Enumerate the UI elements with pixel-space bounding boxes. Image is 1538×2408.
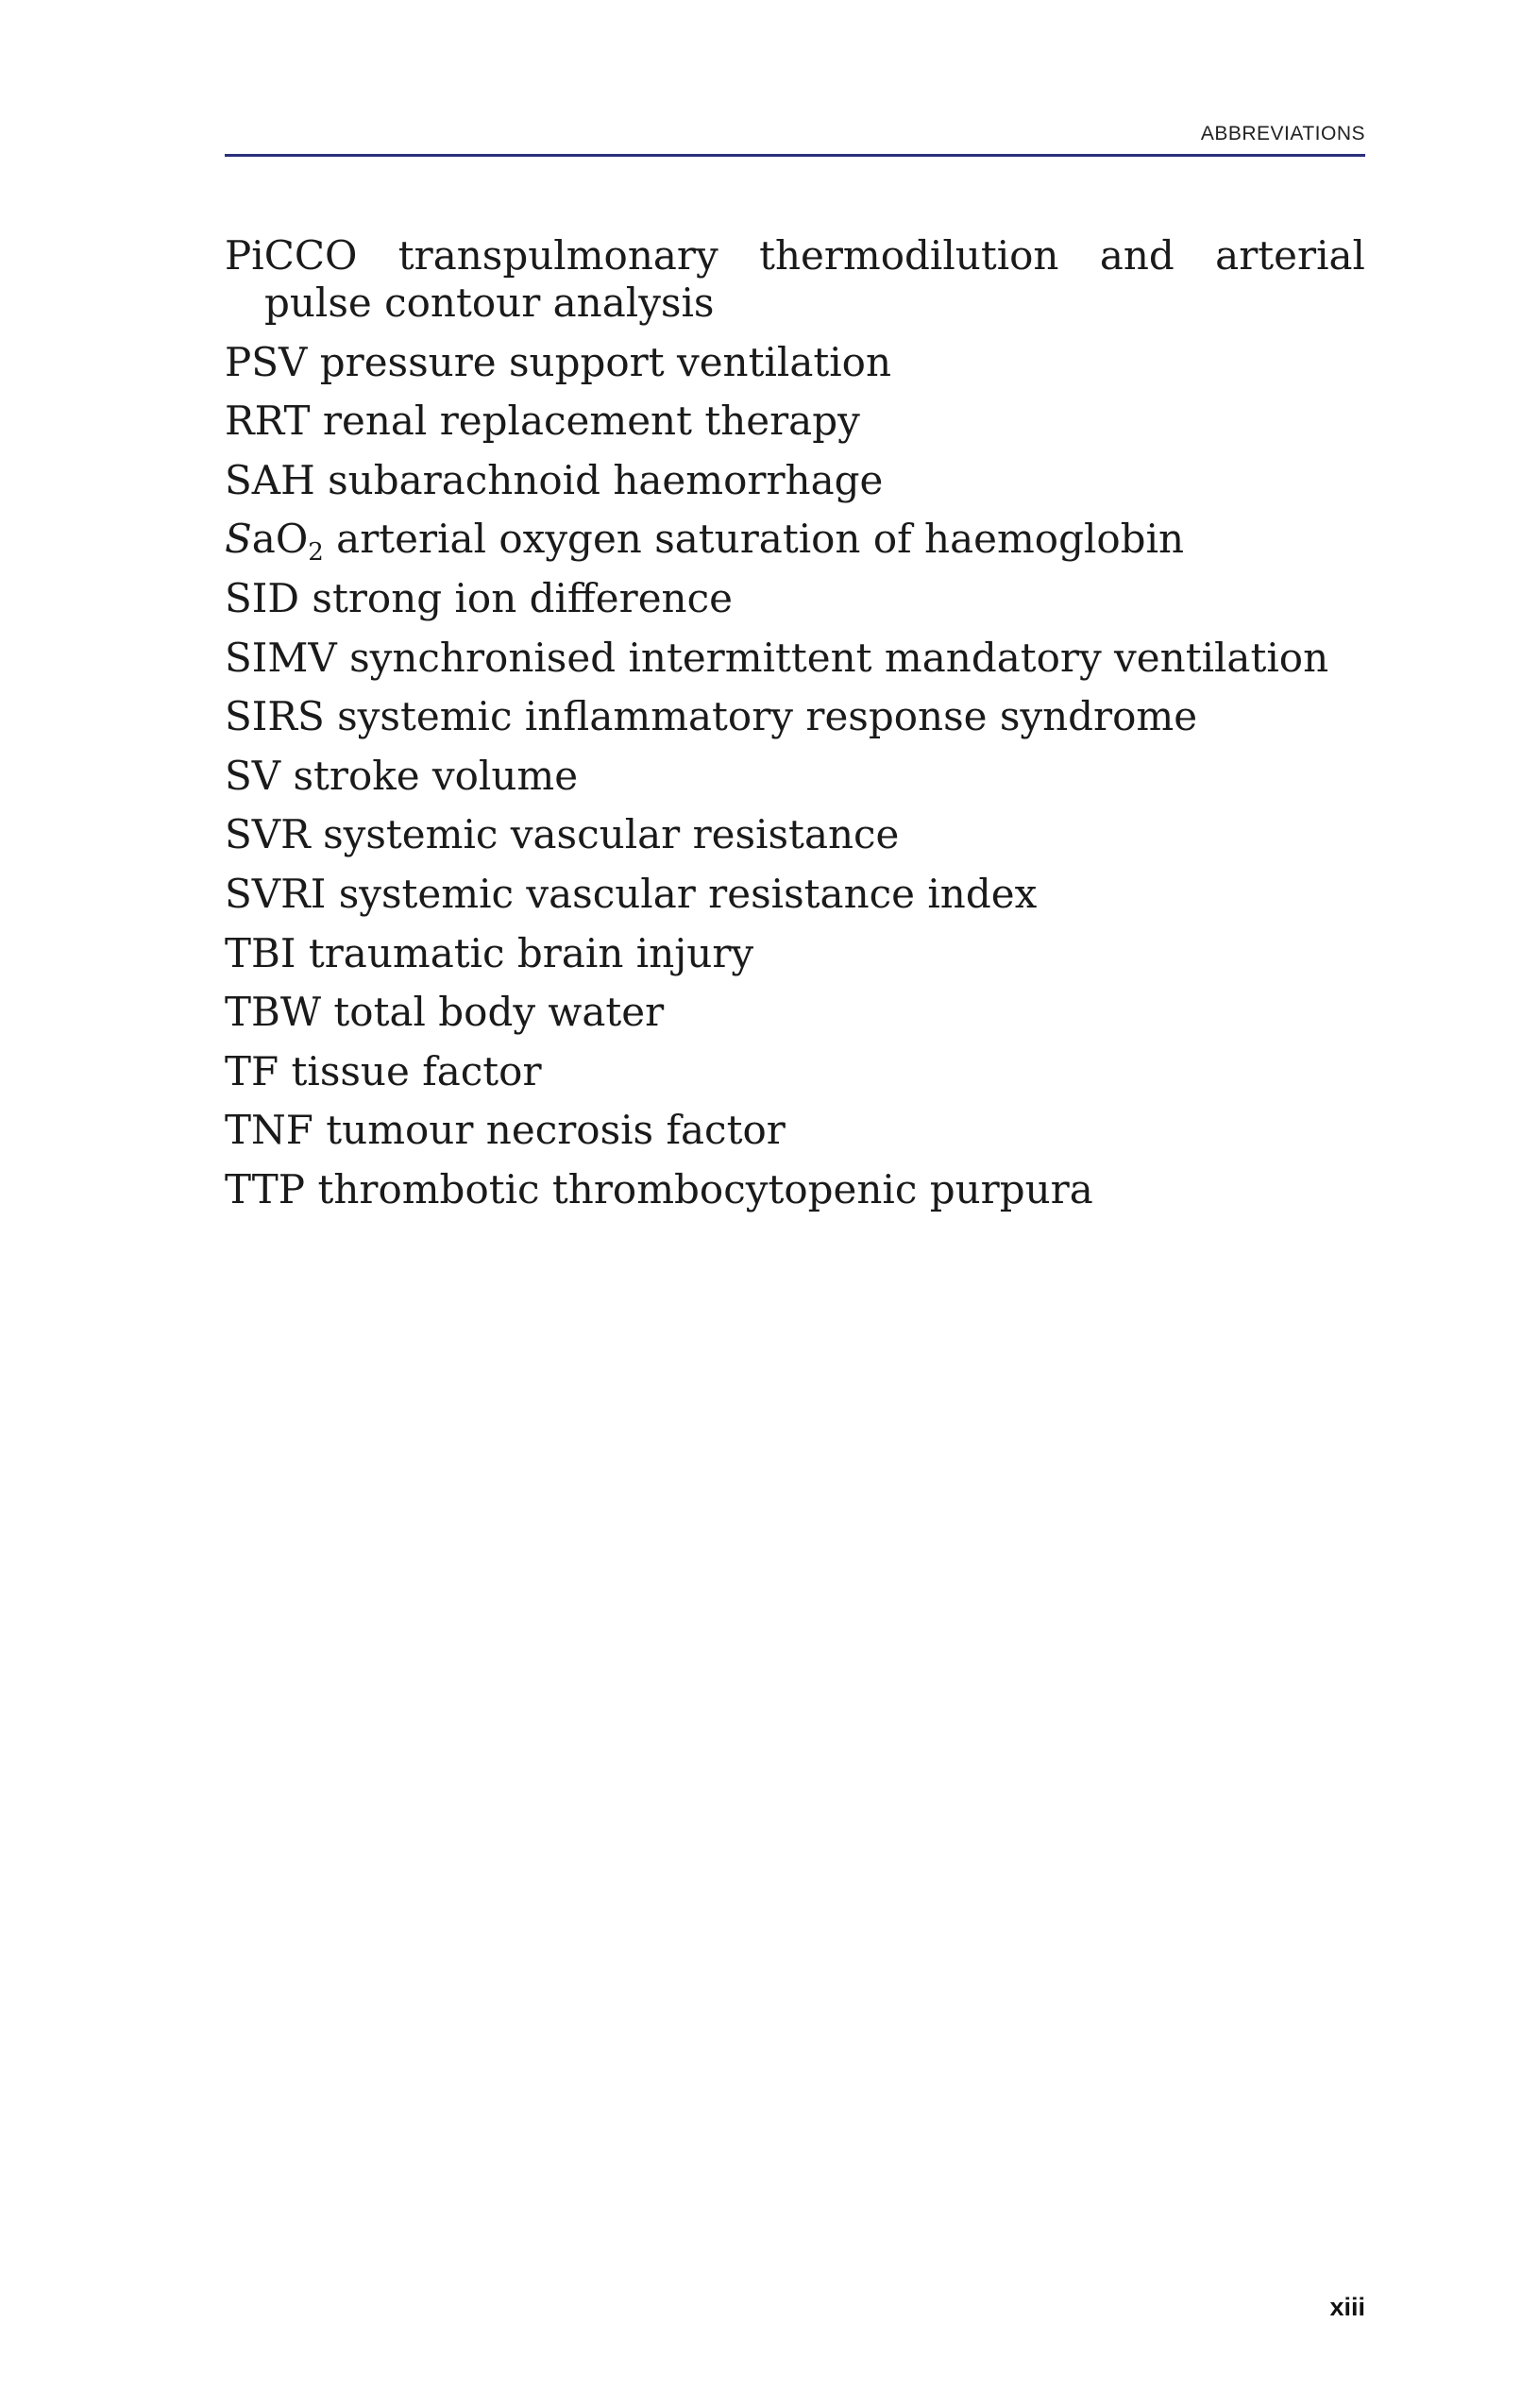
header-rule: [225, 154, 1365, 157]
abbreviation-term: TBW: [225, 989, 322, 1036]
abbreviation-definition: synchronised intermittent mandatory ventilation: [349, 634, 1329, 681]
abbreviation-term: SVRI: [225, 870, 327, 917]
abbreviation-entry: [225, 930, 1365, 977]
abbreviation-entry: [225, 339, 1365, 386]
abbreviation-definition: systemic vascular resistance index: [338, 870, 1038, 917]
abbreviation-definition: renal replacement therapy: [322, 398, 860, 445]
abbreviation-term: PiCCO: [225, 232, 358, 279]
abbreviation-term: SIRS: [225, 693, 325, 740]
abbreviation-definition: transpulmonary thermodilution and arterial pulse contour analysis: [264, 232, 1365, 326]
abbreviation-entry: [225, 232, 1365, 327]
abbreviation-entry: [225, 516, 1365, 568]
abbreviation-entry: [225, 398, 1365, 445]
abbreviation-entry: [225, 989, 1365, 1036]
abbreviation-list: [225, 232, 1365, 1226]
abbreviation-term: RRT: [225, 398, 311, 445]
abbreviation-term: [225, 516, 324, 568]
abbreviation-entry: [225, 635, 1365, 682]
abbreviation-definition: systemic inflammatory response syndrome: [337, 693, 1198, 740]
abbreviation-entry: [225, 871, 1365, 918]
abbreviation-term: TNF: [225, 1107, 313, 1154]
abbreviation-definition: stroke volume: [293, 752, 579, 799]
abbreviation-entry: [225, 457, 1365, 504]
abbreviation-definition: arterial oxygen saturation of haemoglobin: [336, 516, 1185, 563]
abbreviation-term-subscript: 2: [308, 538, 324, 568]
abbreviation-definition: pressure support ventilation: [319, 338, 892, 385]
abbreviation-term: TTP: [225, 1165, 306, 1212]
abbreviation-term: TF: [225, 1047, 279, 1094]
abbreviation-definition: systemic vascular resistance: [323, 811, 900, 858]
abbreviation-definition: strong ion difference: [312, 574, 733, 621]
abbreviation-definition: traumatic brain injury: [308, 929, 754, 976]
abbreviation-entry: [225, 575, 1365, 622]
abbreviation-entry: [225, 811, 1365, 858]
abbreviation-definition: tissue factor: [291, 1047, 542, 1094]
abbreviation-entry: [225, 1048, 1365, 1095]
abbreviation-term-italic: S: [225, 516, 252, 563]
abbreviation-term-main: aO: [251, 516, 309, 563]
abbreviation-definition: thrombotic thrombocytopenic purpura: [317, 1165, 1093, 1212]
abbreviation-term: SV: [225, 752, 281, 799]
abbreviation-definition: total body water: [333, 989, 665, 1036]
abbreviation-entry: [225, 693, 1365, 740]
abbreviation-term: SIMV: [225, 634, 337, 681]
abbreviation-entry: [225, 1107, 1365, 1154]
abbreviation-term: PSV: [225, 338, 308, 385]
abbreviation-definition: subarachnoid haemorrhage: [328, 456, 884, 503]
abbreviation-entry: [225, 1166, 1365, 1213]
abbreviation-term: TBI: [225, 929, 296, 976]
abbreviation-definition: tumour necrosis factor: [326, 1107, 786, 1154]
abbreviation-term: SID: [225, 574, 300, 621]
abbreviation-term: SAH: [225, 456, 315, 503]
page-number: xiii: [1329, 2293, 1365, 2321]
running-head: ABBREVIATIONS: [1200, 123, 1365, 144]
abbreviation-entry: [225, 753, 1365, 800]
abbreviation-term: SVR: [225, 811, 311, 858]
